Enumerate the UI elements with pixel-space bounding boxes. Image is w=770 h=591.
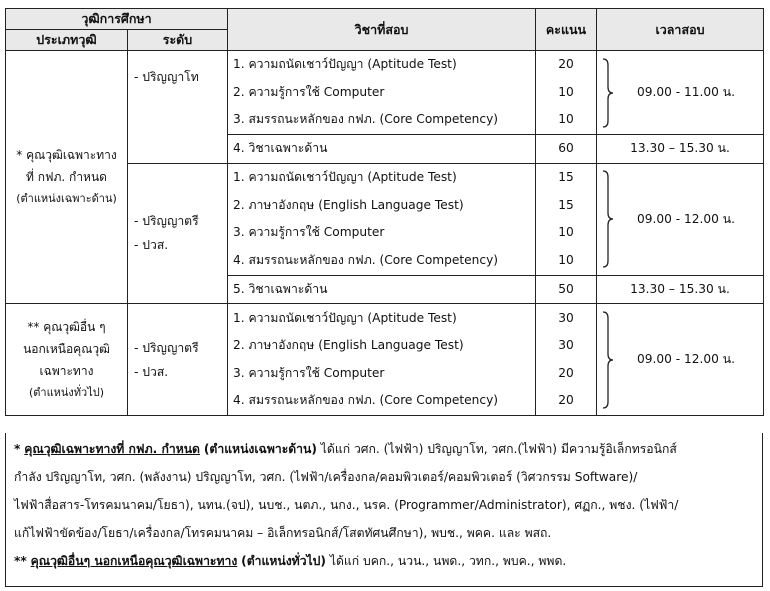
score-item: 20 — [558, 393, 574, 407]
subject-list — [228, 163, 536, 275]
score-list — [536, 51, 597, 135]
level-line: - ปวส. — [134, 364, 169, 379]
subject-item: 1. ความถนัดเชาว์ปัญญา (Aptitude Test) — [233, 310, 457, 325]
header-level: ระดับ — [128, 30, 228, 51]
score-item: 15 — [558, 197, 574, 212]
qual-line: (ตำแหน่งเฉพาะด้าน) — [16, 192, 117, 205]
brace-icon — [601, 169, 615, 269]
time-text: 09.00 - 11.00 น. — [636, 85, 735, 99]
score-item: 30 — [558, 338, 574, 352]
subject-item: 4. วิชาเฉพาะด้าน — [233, 141, 328, 155]
subject-item: 3. ความรู้การใช้ Computer — [233, 225, 385, 239]
footnote-text: แก้ไฟฟ้าขัดข้อง/โยธา/เครื่องกล/โทรคมนาคม – อิเล็กทรอนิกส์/โสตทัศนศึกษา), พบช., พคค. และ พสถ. — [14, 526, 552, 540]
subject-specialized — [228, 135, 536, 164]
level-line: - ปริญญาโท — [134, 70, 199, 84]
subject-list — [228, 51, 536, 135]
footnote-general — [14, 547, 754, 575]
footnote-star: * — [14, 442, 21, 456]
subject-item: 2. ความรู้การใช้ Computer — [233, 84, 385, 99]
score-item: 10 — [558, 112, 574, 127]
score-specialized — [536, 275, 597, 304]
qual-line: นอกเหนือคุณวุฒิ — [23, 341, 110, 356]
level-line: - ปริญญาตรี — [134, 214, 199, 229]
score-specialized — [536, 135, 597, 164]
level-cell — [128, 163, 228, 304]
time-cell-afternoon: 13.30 – 15.30 น. — [597, 135, 764, 164]
subject-specialized — [228, 275, 536, 304]
footnote-paren: (ตำแหน่งทั่วไป) — [241, 554, 326, 568]
footnote-text: ได้แก่ วศก. (ไฟฟ้า) ปริญญาโท, วศก.(ไฟฟ้า) มีความรู้อิเล็กทรอนิกส์ — [320, 442, 677, 456]
subject-item: 3. สมรรถนะหลักของ กฟภ. (Core Competency) — [233, 112, 499, 127]
time-text: 09.00 - 12.00 น. — [636, 352, 735, 366]
header-education: วุฒิการศึกษา — [6, 9, 228, 30]
qual-cell-general — [6, 304, 128, 416]
header-qual-type: ประเภทวุฒิ — [6, 30, 128, 51]
exam-schedule-table — [5, 8, 764, 416]
score-item: 10 — [558, 84, 574, 99]
subject-list — [228, 304, 536, 416]
header-time: เวลาสอบ — [597, 9, 764, 51]
qual-cell-specific — [6, 51, 128, 304]
level-cell — [128, 304, 228, 416]
subject-item: 5. วิชาเฉพาะด้าน — [233, 281, 328, 296]
subject-item: 1. ความถนัดเชาว์ปัญญา (Aptitude Test) — [233, 170, 457, 184]
footnote-text: กำลัง ปริญญาโท, วศก. (พลังงาน) ปริญญาโท, วศก. (ไฟฟ้า/เครื่องกล/คอมพิวเตอร์/คอมพิวเตอร์ (วิศวกรรม Software)/ — [14, 470, 638, 484]
score-list — [536, 163, 597, 275]
header-score: คะแนน — [536, 9, 597, 51]
time-cell — [597, 51, 764, 135]
time-cell — [597, 304, 764, 416]
qual-line: * คุณวุฒิเฉพาะทาง — [16, 148, 117, 162]
qual-line: ** คุณวุฒิอื่น ๆ — [27, 319, 106, 334]
brace-icon — [601, 310, 615, 410]
time-cell — [597, 163, 764, 275]
brace-icon — [601, 57, 615, 129]
qual-line: ที่ กฟภ. กำหนด — [26, 170, 107, 184]
subject-item: 3. ความรู้การใช้ Computer — [233, 365, 385, 380]
footnotes — [5, 433, 763, 587]
footnote-star: ** — [14, 554, 27, 568]
subject-item: 4. สมรรถนะหลักของ กฟภ. (Core Competency) — [233, 393, 499, 407]
qual-line: เฉพาะทาง — [39, 363, 94, 378]
footnote-paren: (ตำแหน่งเฉพาะด้าน) — [203, 442, 317, 456]
subject-item: 1. ความถนัดเชาว์ปัญญา (Aptitude Test) — [233, 57, 457, 72]
score-item: 30 — [558, 310, 574, 325]
level-line: - ปริญญาตรี — [134, 340, 199, 355]
subject-item: 2. ภาษาอังกฤษ (English Language Test) — [233, 338, 464, 352]
score-list — [536, 304, 597, 416]
score-item: 15 — [558, 170, 574, 184]
score-item: 50 — [558, 281, 574, 296]
header-subject: วิชาที่สอบ — [228, 9, 536, 51]
qual-line: (ตำแหน่งทั่วไป) — [28, 385, 105, 399]
footnote-title: คุณวุฒิอื่นๆ นอกเหนือคุณวุฒิเฉพาะทาง — [30, 554, 238, 568]
score-item: 10 — [558, 252, 574, 267]
time-cell-afternoon: 13.30 – 15.30 น. — [597, 275, 764, 304]
level-line: - ปวส. — [134, 238, 169, 253]
score-item: 20 — [558, 57, 574, 72]
level-cell — [128, 51, 228, 164]
footnote-title: คุณวุฒิเฉพาะทางที่ กฟภ. กำหนด — [24, 442, 200, 456]
subject-item: 2. ภาษาอังกฤษ (English Language Test) — [233, 197, 464, 212]
footnote-text: ไฟฟ้าสื่อสาร-โทรคมนาคม/โยธา), นทน.(จป), นบช., นตภ., นกง., นรค. (Programmer/Administrator), ศฏก., พชง. (ไฟฟ้า/ — [14, 498, 679, 512]
time-text: 09.00 - 12.00 น. — [636, 211, 735, 226]
score-item: 10 — [558, 225, 574, 239]
score-item: 60 — [558, 141, 574, 155]
subject-item: 4. สมรรถนะหลักของ กฟภ. (Core Competency) — [233, 252, 499, 267]
footnote-specific — [14, 435, 754, 463]
footnote-text: ได้แก่ บคก., นวน., นพด., วทก., พบค., พพด. — [329, 554, 567, 568]
score-item: 20 — [558, 365, 574, 380]
